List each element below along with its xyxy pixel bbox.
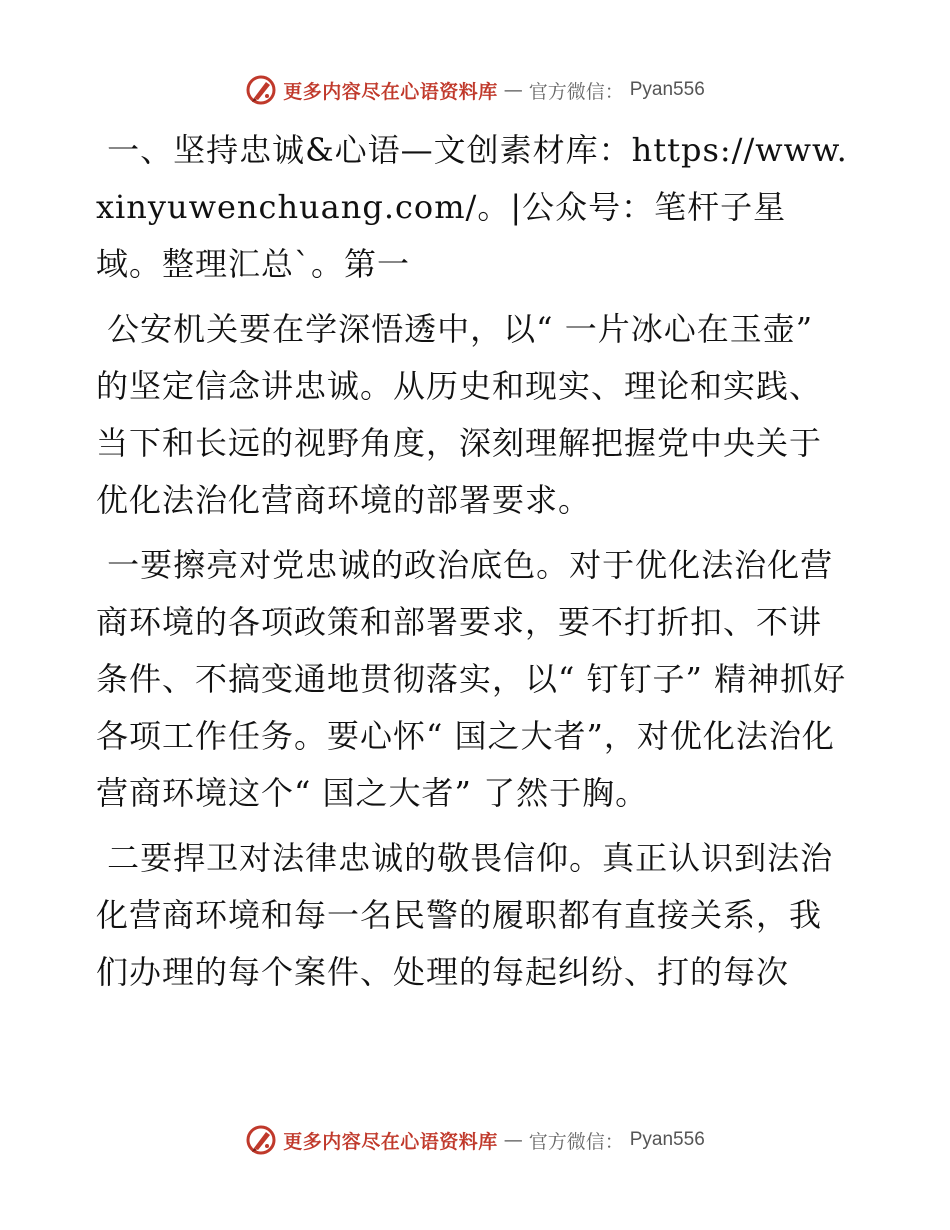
document-body (96, 122, 852, 1009)
paragraph-point-one: 一要擦亮对党忠诚的政治底色。对于优化法治化营商环境的各项政策和部署要求，要不打折扣、不讲条件、不搞变通地贯彻落实，以“ 钉钉子” 精神抓好各项工作任务。要心怀“ 国之大者”，对优化法治化营商环境这个“ 国之大者” 了然于胸。 (96, 546, 847, 812)
watermark-site-text: 更多内容尽在心语资料库 (283, 80, 498, 103)
footer-watermark-banner (0, 1120, 950, 1160)
header-watermark-banner (0, 70, 950, 110)
paragraph-heading: 一、坚持忠诚&心语—文创素材库：https://www.xinyuwenchuang.com/。|公众号：笔杆子星域。整理汇总`。第一 (96, 131, 848, 283)
watermark-separator: — (503, 1129, 523, 1151)
watermark-account: Pyan556 (629, 79, 705, 100)
quill-pen-circle-icon (245, 1124, 277, 1156)
paragraph-point-two: 二要捍卫对法律忠诚的敬畏信仰。真正认识到法治化营商环境和每一名民警的履职都有直接关系，我们办理的每个案件、处理的每起纠纷、打的每次 (96, 839, 834, 991)
watermark-wechat-label: 官方微信： (528, 80, 624, 103)
watermark-site-text: 更多内容尽在心语资料库 (283, 1130, 498, 1153)
paragraph-intro: 公安机关要在学深悟透中，以“ 一片冰心在玉壶” 的坚定信念讲忠诚。从历史和现实、理论和实践、当下和长远的视野角度，深刻理解把握党中央关于优化法治化营商环境的部署要求。 (96, 310, 825, 519)
quill-pen-circle-icon (245, 74, 277, 106)
watermark-wechat-label: 官方微信： (528, 1130, 624, 1153)
watermark-separator: — (503, 79, 523, 101)
watermark-account: Pyan556 (629, 1129, 705, 1150)
